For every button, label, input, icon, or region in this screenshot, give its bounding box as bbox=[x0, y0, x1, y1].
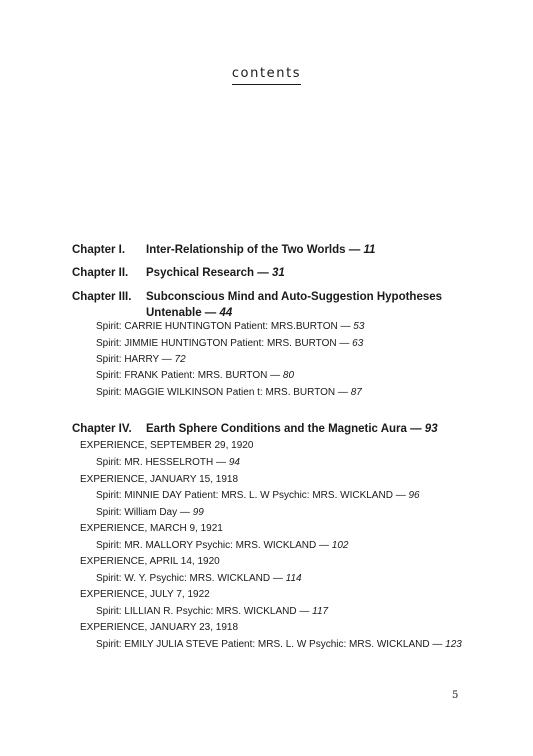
subentry-page: 102 bbox=[331, 540, 349, 551]
page-title: contents bbox=[232, 66, 301, 85]
subentry-page: 72 bbox=[174, 354, 186, 365]
chapter-label: Chapter IV. bbox=[72, 423, 132, 435]
experience-heading: EXPERIENCE, JULY 7, 1922 bbox=[80, 589, 210, 600]
subentry-page: 117 bbox=[312, 606, 329, 617]
experience-heading: EXPERIENCE, APRIL 14, 1920 bbox=[80, 556, 220, 567]
toc-subentry[interactable]: Spirit: MR. HESSELROTH — 94 bbox=[96, 457, 240, 468]
toc-subentry[interactable]: Spirit: CARRIE HUNTINGTON Patient: MRS.BURTON — 53 bbox=[96, 321, 365, 332]
subentry-page: 53 bbox=[353, 321, 365, 332]
subentry-page: 114 bbox=[285, 573, 302, 584]
chapter-label: Chapter I. bbox=[72, 244, 126, 256]
subentry-page: 99 bbox=[192, 507, 204, 518]
chapter-page: 44 bbox=[219, 307, 233, 319]
chapter-label: Chapter III. bbox=[72, 291, 132, 303]
toc-subentry[interactable]: Spirit: William Day — 99 bbox=[96, 507, 204, 518]
toc-subentry[interactable]: Spirit: MAGGIE WILKINSON Patien t: MRS. BURTON — 87 bbox=[96, 387, 362, 398]
toc-subentry[interactable]: Spirit: HARRY — 72 bbox=[96, 354, 186, 365]
subentry-page: 96 bbox=[408, 490, 420, 501]
toc-subentry[interactable]: Spirit: MR. MALLORY Psychic: MRS. WICKLAND — 102 bbox=[96, 540, 349, 551]
subentry-page: 63 bbox=[352, 338, 364, 349]
page-number: 5 bbox=[452, 690, 459, 701]
subentry-page: 94 bbox=[228, 457, 240, 468]
toc-subentry[interactable]: Spirit: MINNIE DAY Patient: MRS. L. W Psychic: MRS. WICKLAND — 96 bbox=[96, 490, 420, 501]
experience-heading: EXPERIENCE, MARCH 9, 1921 bbox=[80, 523, 223, 534]
experience-heading: EXPERIENCE, JANUARY 23, 1918 bbox=[80, 622, 239, 633]
chapter-title: Inter-Relationship of the Two Worlds — 11 bbox=[146, 244, 376, 256]
chapter-page: 11 bbox=[363, 244, 376, 256]
experience-heading: EXPERIENCE, JANUARY 15, 1918 bbox=[80, 474, 239, 485]
contents-heading bbox=[0, 64, 533, 85]
subentry-page: 123 bbox=[445, 639, 462, 650]
toc-subentry[interactable]: Spirit: JIMMIE HUNTINGTON Patient: MRS. BURTON — 63 bbox=[96, 338, 364, 349]
chapter-title: Earth Sphere Conditions and the Magnetic Aura — 93 bbox=[146, 423, 438, 435]
toc-subentry[interactable]: Spirit: FRANK Patient: MRS. BURTON — 80 bbox=[96, 370, 295, 381]
chapter-page: 31 bbox=[271, 267, 285, 279]
chapter-page: 93 bbox=[424, 423, 438, 435]
subentry-page: 87 bbox=[350, 387, 362, 398]
subentry-page: 80 bbox=[282, 370, 295, 381]
toc-subentry[interactable]: Spirit: LILLIAN R. Psychic: MRS. WICKLAND — 117 bbox=[96, 606, 329, 617]
toc-subentry[interactable]: Spirit: EMILY JULIA STEVE Patient: MRS. L. W Psychic: MRS. WICKLAND — 123 bbox=[96, 639, 462, 650]
chapter-title: Psychical Research — 31 bbox=[146, 267, 285, 279]
experience-heading: EXPERIENCE, SEPTEMBER 29, 1920 bbox=[80, 440, 254, 451]
chapter-label: Chapter II. bbox=[72, 267, 129, 279]
chapter-title: Subconscious Mind and Auto-Suggestion Hypotheses Untenable — 44 bbox=[146, 291, 443, 319]
toc-subentry[interactable]: Spirit: W. Y. Psychic: MRS. WICKLAND — 114 bbox=[96, 573, 302, 584]
